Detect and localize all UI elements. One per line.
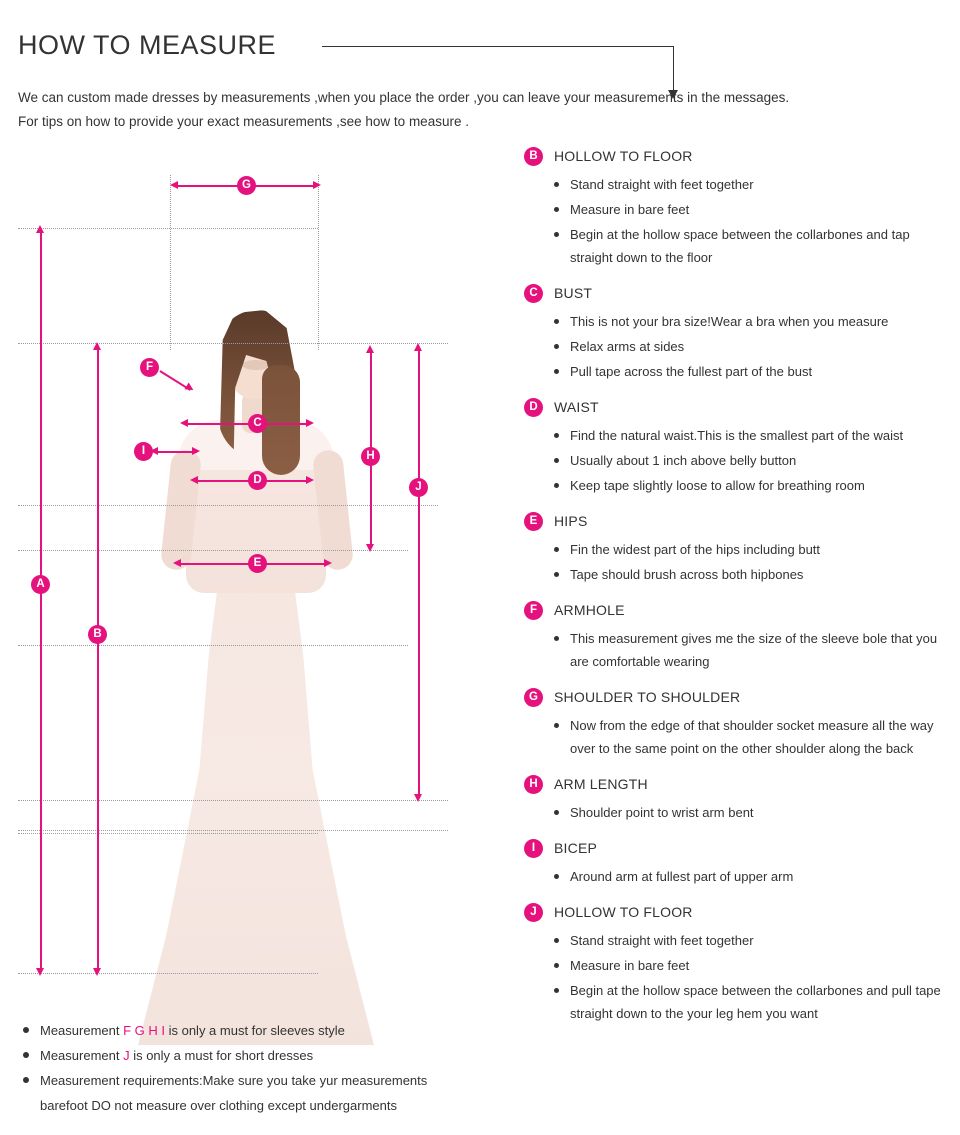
guide-section-armhole: [524, 600, 954, 673]
measure-badge-f: F: [140, 358, 159, 377]
guide-section-arm-length: [524, 774, 954, 824]
guide-list-item-text: Shoulder point to wrist arm bent: [570, 805, 754, 820]
guide-list-item: [524, 954, 954, 977]
guide-list-item-text: This measurement gives me the size of the sleeve bole that you are comfortable wearing: [570, 631, 938, 669]
guide-list-item-text: Begin at the hollow space between the collarbones and tap straight down to the floor: [570, 227, 910, 265]
guide-list-item: [524, 173, 954, 196]
bullet-icon: [554, 963, 559, 968]
guide-section-bust: [524, 283, 954, 383]
guide-list-item: [524, 424, 954, 447]
note-2-post: is only a must for short dresses: [129, 1048, 314, 1063]
bullet-icon: [554, 207, 559, 212]
guide-section-bicep: [524, 838, 954, 888]
measure-arrow-j-bottom: [414, 794, 422, 802]
guide-line-right-shoulder: [318, 175, 319, 350]
bullet-icon: [554, 182, 559, 187]
guide-badge-e: E: [524, 512, 543, 531]
guide-list-item-text: Pull tape across the fullest part of the bust: [570, 364, 813, 379]
guide-badge-f: F: [524, 601, 543, 620]
note-3-line-2: barefoot DO not measure over clothing except undergarments: [40, 1098, 397, 1113]
guide-badge-c: C: [524, 284, 543, 303]
bullet-icon: [23, 1077, 29, 1083]
footer-notes: [18, 1018, 488, 1118]
measure-badge-i: I: [134, 442, 153, 461]
measure-arrow-j-top: [414, 343, 422, 351]
guide-list-item-text: Fin the widest part of the hips including butt: [570, 542, 821, 557]
bullet-icon: [554, 938, 559, 943]
guide-section-header: [524, 511, 954, 533]
measure-line-i: [155, 451, 197, 453]
guide-section-header: [524, 687, 954, 709]
bullet-icon: [554, 458, 559, 463]
bullet-icon: [554, 572, 559, 577]
measure-arrow-h-bottom: [366, 544, 374, 552]
guide-badge-j: J: [524, 903, 543, 922]
guide-list-item: [524, 929, 954, 952]
guide-badge-b: B: [524, 147, 543, 166]
guide-section-title: BUST: [554, 285, 593, 301]
guide-list-item: [524, 801, 954, 824]
note-1-highlight: F G H I: [123, 1023, 165, 1038]
measure-arrow-a-bottom: [36, 968, 44, 976]
bullet-icon: [554, 232, 559, 237]
measure-badge-c: C: [248, 414, 267, 433]
bullet-icon: [554, 810, 559, 815]
bullet-icon: [554, 483, 559, 488]
note-item-2: [18, 1043, 488, 1068]
note-item-3: [18, 1068, 488, 1093]
note-2-pre: Measurement: [40, 1048, 124, 1063]
measure-badge-a: A: [31, 575, 50, 594]
measure-line-j: [418, 348, 420, 798]
measure-badge-d: D: [248, 471, 267, 490]
measure-badge-b: B: [88, 625, 107, 644]
bullet-icon: [554, 636, 559, 641]
measure-arrow-h-top: [366, 345, 374, 353]
model-hair-side: [262, 365, 300, 475]
guide-list-item-text: Relax arms at sides: [570, 339, 685, 354]
guide-list-item: [524, 198, 954, 221]
guide-line-left-shoulder: [170, 175, 171, 350]
guide-list-item: [524, 979, 954, 1025]
measure-arrow-a-top: [36, 225, 44, 233]
bullet-icon: [554, 723, 559, 728]
guide-line-hip: [18, 645, 408, 646]
guide-section-hips: [524, 511, 954, 586]
guide-section-title: WAIST: [554, 399, 599, 415]
guide-list-item-text: Keep tape slightly loose to allow for breathing room: [570, 478, 865, 493]
measure-arrow-c-right: [306, 419, 314, 427]
bullet-icon: [554, 319, 559, 324]
dress-illustration: [130, 215, 380, 1125]
measure-arrow-g-right: [313, 181, 321, 189]
guide-list-item: [524, 474, 954, 497]
guide-line-hip-top: [18, 550, 408, 551]
measure-badge-e: E: [248, 554, 267, 573]
measure-arrow-b-top: [93, 342, 101, 350]
guide-section-header: [524, 600, 954, 622]
note-3-line-1: Measurement requirements:Make sure you take yur measurements: [40, 1073, 428, 1088]
guide-list-item-text: This is not your bra size!Wear a bra when you measure: [570, 314, 889, 329]
bullet-icon: [554, 988, 559, 993]
measure-arrow-i-right: [192, 447, 200, 455]
guide-line-hem: [18, 830, 448, 831]
guide-list-item-text: Measure in bare feet: [570, 202, 690, 217]
guide-line-hem-2: [18, 833, 318, 834]
bullet-icon: [554, 874, 559, 879]
guide-list-item-text: Stand straight with feet together: [570, 933, 754, 948]
note-1-post: is only a must for sleeves style: [164, 1023, 345, 1038]
bullet-icon: [23, 1027, 29, 1033]
dress-skirt: [138, 545, 374, 1045]
guide-badge-i: I: [524, 839, 543, 858]
guide-list-item: [524, 627, 954, 673]
guide-section-waist: [524, 397, 954, 497]
guide-section-header: [524, 397, 954, 419]
guide-section-header: [524, 283, 954, 305]
guide-section-title: HIPS: [554, 513, 588, 529]
guide-list-item: [524, 223, 954, 269]
guide-section-header: [524, 838, 954, 860]
measure-badge-j: J: [409, 478, 428, 497]
guide-list-item: [524, 360, 954, 383]
measure-arrow-e-left: [173, 559, 181, 567]
guide-line-shoulder-top: [18, 228, 318, 229]
intro-line-1: We can custom made dresses by measurements ,when you place the order ,you can leave your measurements in the messages.: [18, 90, 790, 105]
guide-list-item-text: Now from the edge of that shoulder socket measure all the way over to the same point on the other shoulder along the back: [570, 718, 934, 756]
guide-list-item-text: Measure in bare feet: [570, 958, 690, 973]
measure-arrow-d-right: [306, 476, 314, 484]
measure-line-a: [40, 230, 42, 972]
measure-badge-h: H: [361, 447, 380, 466]
guide-section-title: ARM LENGTH: [554, 776, 648, 792]
guide-section-title: HOLLOW TO FLOOR: [554, 904, 693, 920]
header-rule-horizontal: [322, 46, 674, 47]
intro-line-2: For tips on how to provide your exact measurements ,see how to measure .: [18, 114, 469, 129]
guide-section-header: [524, 774, 954, 796]
guide-list-item: [524, 335, 954, 358]
guide-badge-g: G: [524, 688, 543, 707]
guide-line-waist: [18, 505, 438, 506]
note-1-pre: Measurement: [40, 1023, 124, 1038]
measure-badge-g: G: [237, 176, 256, 195]
guide-list-item-text: Find the natural waist.This is the smallest part of the waist: [570, 428, 904, 443]
intro-text: [18, 86, 918, 134]
guide-line-knee: [18, 800, 448, 801]
measure-arrow-c-left: [180, 419, 188, 427]
bullet-icon: [554, 547, 559, 552]
measure-line-b: [97, 347, 99, 972]
guide-list-item: [524, 714, 954, 760]
guide-list-item: [524, 538, 954, 561]
page-header: [18, 28, 942, 80]
measurement-diagram: [0, 145, 500, 1010]
guide-section-hollow-to-floor: [524, 902, 954, 1025]
guide-list-item: [524, 563, 954, 586]
note-2-highlight: J: [123, 1048, 130, 1063]
guide-list-item-text: Around arm at fullest part of upper arm: [570, 869, 794, 884]
guide-list-item-text: Begin at the hollow space between the collarbones and pull tape straight down to the your leg hem you want: [570, 983, 941, 1021]
bullet-icon: [23, 1052, 29, 1058]
model-dress-image: [130, 215, 380, 1125]
bullet-icon: [554, 344, 559, 349]
bullet-icon: [554, 433, 559, 438]
guide-badge-h: H: [524, 775, 543, 794]
guide-list-item-text: Usually about 1 inch above belly button: [570, 453, 797, 468]
measure-arrow-g-left: [170, 181, 178, 189]
bullet-icon: [554, 369, 559, 374]
guide-list-item-text: Tape should brush across both hipbones: [570, 567, 804, 582]
guide-section-hollow-to-floor: [524, 146, 954, 269]
guide-section-title: ARMHOLE: [554, 602, 625, 618]
guide-list-item: [524, 310, 954, 333]
guide-list-item-text: Stand straight with feet together: [570, 177, 754, 192]
page-title: HOW TO MEASURE: [18, 30, 277, 60]
guide-line-floor: [18, 973, 318, 974]
measure-arrow-d-left: [190, 476, 198, 484]
guide-section-title: BICEP: [554, 840, 598, 856]
guide-list-item: [524, 449, 954, 472]
guide-section-title: SHOULDER TO SHOULDER: [554, 689, 741, 705]
note-item-1: [18, 1018, 488, 1043]
guide-section-header: [524, 902, 954, 924]
guide-section-title: HOLLOW TO FLOOR: [554, 148, 693, 164]
guide-line-shoulder: [18, 343, 448, 344]
guide-section-shoulder-to-shoulder: [524, 687, 954, 760]
guide-section-header: [524, 146, 954, 168]
measure-arrow-e-right: [324, 559, 332, 567]
measurement-guide-list: [524, 146, 954, 1039]
guide-badge-d: D: [524, 398, 543, 417]
measure-arrow-b-bottom: [93, 968, 101, 976]
guide-list-item: [524, 865, 954, 888]
